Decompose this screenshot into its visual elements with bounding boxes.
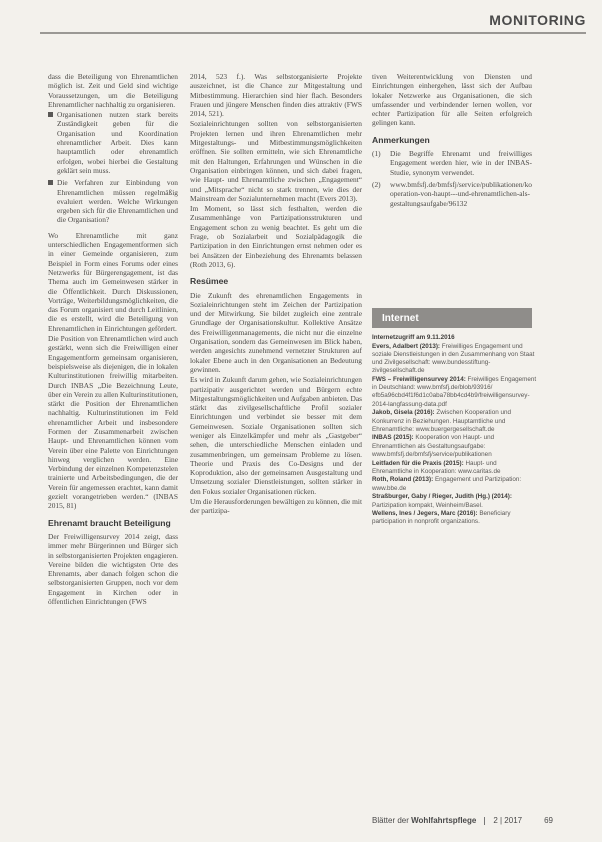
reference-text: Kooperation von Haupt- und Ehrenamtlichen als Gestaltungsaufgabe: www.bmfsfj.de/bmfsfj/service/publikationen	[372, 434, 495, 458]
reference-text: Freiwilliges Engagement und soziale Dienstleistungen in den Zusammenhang von Staat und Zivilgesellschaft: www.bundesstiftung-zivilgesellschaft.de	[372, 342, 535, 375]
page-number: 69	[544, 816, 554, 825]
footer-divider	[484, 817, 485, 825]
reference-text: Freiwilliges Engagement in Deutschland: www.bmfsfj.de/blob/93916/ efb5a96cbd4f1f6d1c0aba78bb4cd4b9/freiwilligensurvey-2014-langfassung-data.pdf	[372, 376, 537, 408]
note-text: Die Begriffe Ehrenamt und freiwilliges Engagement werden hier, wie in der INBAS-Studie, synonym verwendet.	[390, 149, 532, 177]
note-item	[372, 180, 532, 208]
reference-head: Straßburger, Gaby / Rieger, Judith (Hg.) (2014):	[372, 493, 512, 501]
paragraph: Wo Ehrenamtliche mit ganz unterschiedlichen Engagementformen sich in einer Gemeinde organisieren, zum Beispiel in Form eines Forums oder eines Netzwerks für Bürgerengagement, ist das Thema auch im Gemeinwesen stärker in die Öffentlichkeit. Durch Diskussionen, Vorträge, Weiterbildungsmöglichkeiten, die das Forum organisiert und durch Leitlinien, die es erstellt, wird die Beteiligung von Ehrenamtlichen in Einrichtungen gefördert.	[48, 230, 178, 333]
bullet-item	[48, 178, 178, 224]
reference-entry	[372, 376, 537, 409]
reference-entry	[372, 409, 537, 434]
paragraph: Die Zukunft des ehrenamtlichen Engagements in Sozialeinrichtungen steht im Zeichen der Partizipation und der Mitwirkung. Sie bildet zugleich eine zentrale Grundlage der Organisationskultur. Kollektive Ansätze des Freiwilligenmanagements, die nicht nur die einzelne Organisation, sondern das Gemeinwesen im Blick haben, werden angesichts zunehmend vernetzter Strukturen auf lokaler Ebene auch in den Organisationen an Bedeutung gewinnen.	[190, 290, 362, 374]
reference-entry	[372, 460, 537, 476]
reference-entry	[372, 476, 537, 492]
bullet-text: Organisationen nutzen stark bereits Zuständigkeit geben für die Organisation und Koordination ehrenamtlicher Arbeit. Dies kann hauptamtlich oder ehrenamtlich erfolgen, wobei hierbei die Gestaltung geklärt sein muss.	[57, 110, 178, 175]
paragraph: Die Position von Ehrenamtlichen wird auch gestärkt, wenn sich die Freiwilligen einer Engagementform gemeinsam organisieren, beispielsweise als diejenigen, die in lokalen Kulturinstitutionen freiwillig mitarbeiten. Durch INBAS „Die Bezeichnung Leute, über ein Verein zu allen Kulturinstitutionen, stärkt die Position der Ehrenamtlichen nachhaltig. Kulturinstitutionen im Feld ehrenamtlicher Arbeit und insbesondere Formen der Zusammenarbeit zwischen Haupt- und Ehrenamtlichen können vom Verein über eine Palette von Einrichtungen hinweg verglichen werden. Eine Verbindung der einzelnen Kompetenzstelen trainierte und Arbeitsbedingungen, die der Verein für angemessen erachtet, kann damit gezielt vorangetrieben werden.“ (INBAS 2015, 81)	[48, 334, 178, 511]
reference-head: Leitfaden für die Praxis (2015):	[372, 459, 464, 467]
paragraph: Sozialeinrichtungen sollten von selbstorganisierten Projekten lernen und ihren Ehrenamtlichen mehr Mitgestaltungs- und Mitbestimmungsmöglichkeiten eröffnen. Sie sollten ermitteln, wie sich Ehrenamtliche mit den Haltungen, Erfahrungen und Wünschen in die Organisation einbringen können, und sich dabei fragen, wie Haupt- und Ehrenamtliche zwischen „Engagement“ und „Mitsprache“ nicht so stark trennen, wie dies der Mainstream der Sozialunternehmen macht (Evers 2013).	[190, 119, 362, 203]
text-column-1	[48, 72, 178, 607]
reference-head: Jakob, Gisela (2016):	[372, 409, 435, 417]
bullet-item	[48, 110, 178, 175]
note-item	[372, 149, 532, 177]
reference-text: Haupt- und Ehrenamtliche in Kooperation: www.caritas.de	[372, 459, 501, 475]
notes-list	[372, 149, 532, 208]
note-link: www.bmfsfj.de/bmfsfj/service/publikationen/kooperation-von-haupt---und-ehrenamtlichen-als-gestaltungsaufgabe/96132	[390, 179, 532, 208]
reference-entry	[372, 434, 537, 459]
section-heading: Resümee	[190, 276, 229, 287]
issue-number: 2 | 2017	[493, 816, 523, 825]
text-column-3	[372, 72, 532, 211]
reference-entry	[372, 343, 537, 376]
reference-head: FWS – Freiwilligensurvey 2014:	[372, 376, 466, 384]
reference-head: Roth, Roland (2013):	[372, 476, 434, 484]
paragraph: Es wird in Zukunft darum gehen, wie Sozialeinrichtungen partizipativ ausgerichtet werden und Bürgern echte Mitgestaltungsmöglichkeiten und Aufgaben anbieten. Das stärkt das zivilgesellschaftliche Profil sozialer Einrichtungen und verbindet sie besser mit dem Gemeinwesen. Soziale Organisationen sollten sich weniger als Einzelkämpfer und mehr als „Gastgeber“ sehen, die unterschiedliche Menschen einladen und zusammenbringen, um gemeinsam Probleme zu lösen. Theorie und Praxis des Co-Designs und der Koproduktion, also der gemeinsamen Ausgestaltung und Umsetzung sozialer Dienstleistungen, sollten stärker in den Fokus sozialer Organisationen rücken.	[190, 375, 362, 496]
paragraph: Um die Herausforderungen bewältigen zu können, die mit der partizipa-	[190, 497, 362, 516]
note-number: (1)	[372, 149, 381, 159]
bullet-text: Die Verfahren zur Einbindung von Ehrenamtlichen müssen regelmäßig evaluiert werden. Welche Wirkungen ergeben sich für die Ehrenamtlichen und die Organisation?	[57, 178, 178, 225]
paragraph: Im Moment, so lässt sich festhalten, werden die Zusammenhänge von Partizipationsstrukturen und Engagement schon zu wenig beachtet. Es geht um die Frage, ob Sozialarbeit und Sozialpädagogik die Partizipation in den Einrichtungen ernst nehmen oder es bei Ansätzen der Einbeziehung des Ehrenamts belassen (Roth 2013, 6).	[190, 204, 362, 269]
bullet-square-icon	[48, 180, 53, 185]
section-title: MONITORING	[489, 12, 586, 28]
header-divider	[40, 32, 586, 34]
notes-heading: Anmerkungen	[372, 134, 430, 145]
reference-entry	[372, 510, 537, 526]
internet-heading-bar: Internet	[372, 308, 532, 328]
section-heading: Ehrenamt braucht Beteiligung	[48, 517, 171, 528]
reference-entry	[372, 334, 537, 342]
bullet-square-icon	[48, 112, 53, 117]
paragraph: 2014, 523 f.). Was selbstorganisierte Projekte auszeichnet, ist die Chance zur Mitgestaltung und Mitbestimmung. Hierarchien sind hier flach. Besonders Frauen und jüngere Menschen finden dies attraktiv (FWS 2014, 521).	[190, 72, 362, 119]
note-number: (2)	[372, 179, 381, 189]
reference-head: Internetzugriff am 9.11.2016	[372, 334, 455, 341]
internet-references	[372, 334, 537, 527]
reference-text: Engagement und Partizipation: www.bbe.de	[372, 476, 522, 492]
journal-name-bold: Wohlfahrtspflege	[411, 816, 477, 825]
paragraph: Der Freiwilligensurvey 2014 zeigt, dass immer mehr Bürgerinnen und Bürger sich in selbstorganisierten Projekten engagieren. Vereine bilden die wichtigsten Orte des Ehrenamts, aber danach folgen schon die selbstorganisierten Gruppen, noch vor dem Engagement in Kirchen oder in öffentlichen Einrichtungen (FWS	[48, 531, 178, 607]
reference-text: Beneficiary participation in nonprofit organizations.	[372, 510, 511, 526]
reference-text: Partizipation kompakt, Weinheim/Basel.	[372, 501, 483, 509]
reference-text: Zwischen Kooperation und Konkurrenz in Beziehungen. Hauptamtliche und Ehrenamtliche: www.buergergesellschaft.de	[372, 409, 511, 433]
reference-head: INBAS (2015):	[372, 434, 414, 442]
paragraph: dass die Beteiligung von Ehrenamtlichen möglich ist. Zeit und Geld sind wichtige Voraussetzungen, um die Beteiligung Ehrenamtlicher nachhaltig zu organisieren.	[48, 72, 178, 109]
reference-head: Wellens, Ines / Jegers, Marc (2016):	[372, 510, 478, 518]
journal-name-prefix: Blätter der	[372, 816, 409, 825]
page-footer	[372, 816, 553, 825]
reference-entry	[372, 493, 537, 509]
paragraph: tiven Weiterentwicklung von Diensten und Einrichtungen einhergehen, lässt sich der Aufbau lokaler Netzwerke aus Organisationen, die sich umfassender und verbindender lernen wollen, vor echter Partizipation für alle Seiten erfolgreich gelingen kann.	[372, 72, 532, 128]
journal-name	[372, 816, 476, 825]
reference-head: Evers, Adalbert (2013):	[372, 342, 441, 350]
text-column-2	[190, 72, 362, 517]
